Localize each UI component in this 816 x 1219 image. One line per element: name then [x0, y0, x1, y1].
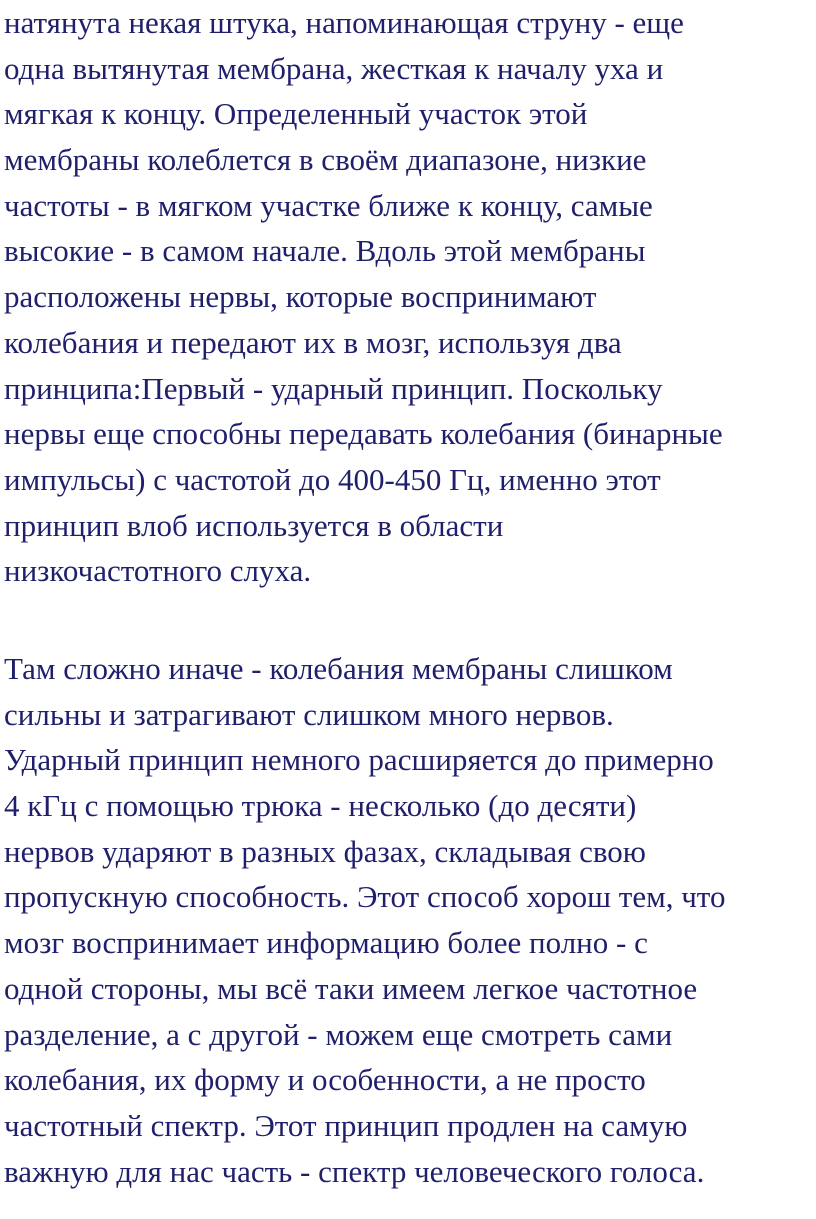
text-line: 4 кГц с помощью трюка - несколько (до десяти): [4, 788, 637, 824]
text-line: важную для нас часть - спектр человеческого голоса.: [4, 1153, 705, 1189]
text-line: мозг воспринимает информацию более полно - с: [4, 925, 648, 961]
text-line: мембраны колеблется в своём диапазоне, низкие: [4, 142, 647, 178]
text-line: частотный спектр. Этот принцип продлен на самую: [4, 1107, 688, 1143]
text-line: частоты - в мягком участке ближе к концу, самые: [4, 187, 653, 223]
text-line: сильны и затрагивают слишком много нервов.: [4, 696, 614, 732]
text-line: одна вытянутая мембрана, жесткая к началу уха и: [4, 50, 664, 86]
text-line: колебания и передают их в мозг, используя два: [4, 324, 622, 360]
text-line: расположены нервы, которые воспринимают: [4, 279, 597, 315]
text-line: одной стороны, мы всё таки имеем легкое частотное: [4, 970, 698, 1006]
paragraph-1: [4, 0, 816, 594]
text-line: нервов ударяют в разных фазах, складывая свою: [4, 833, 646, 869]
text-line: колебания, их форму и особенности, а не просто: [4, 1062, 646, 1098]
text-line: принципа:Первый - ударный принцип. Поскольку: [4, 370, 663, 406]
paragraph-2: [4, 646, 816, 1194]
text-line: низкочастотного слуха.: [4, 553, 312, 589]
text-line: Там сложно иначе - колебания мембраны слишком: [4, 651, 673, 686]
text-line: нервы еще способны передавать колебания (бинарные: [4, 416, 723, 452]
text-line: высокие - в самом начале. Вдоль этой мембраны: [4, 233, 646, 269]
text-line: Ударный принцип немного расширяется до примерно: [4, 742, 714, 778]
text-line: импульсы) с частотой до 400-450 Гц, именно этот: [4, 461, 661, 497]
text-line: натянута некая штука, напоминающая струну - еще: [4, 5, 684, 40]
text-line: пропускную способность. Этот способ хорош тем, что: [4, 879, 726, 915]
text-line: мягкая к концу. Определенный участок этой: [4, 96, 588, 132]
text-line: принцип влоб используется в области: [4, 507, 504, 543]
text-line: разделение, а с другой - можем еще смотреть сами: [4, 1016, 673, 1052]
